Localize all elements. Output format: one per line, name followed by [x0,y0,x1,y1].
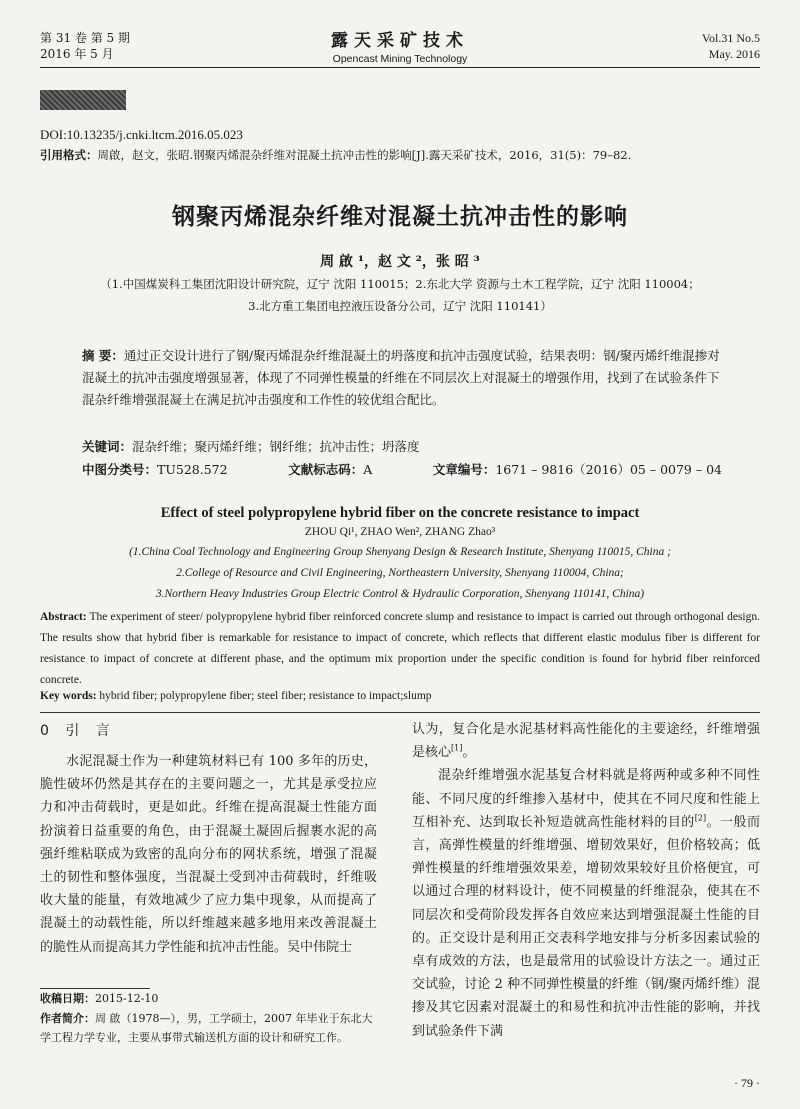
article-no-label: 文章编号： [432,462,496,477]
date-cn: 2016 年 5 月 [40,47,114,61]
doc-code-label: 文献标志码： [288,462,364,477]
abstract-en [40,607,760,691]
column-stamp [40,90,126,110]
authors-en: ZHOU Qi¹, ZHAO Wen², ZHANG Zhao³ [304,526,496,538]
header-volume-cn [40,30,130,62]
affiliation-en-3: 3.Northern Heavy Industries Group Electric Control & Hydraulic Corporation, Shenyang 110141, China) [155,588,645,600]
body-text-2a: 认为，复合化是水泥基材料高性能化的主要途经，纤维增强是核心 [412,722,760,761]
abstract-en-text: The experiment of steer/ polypropylene hybrid fiber reinforced concrete slump and resistance to impact is carried out through orthogonal design. The results show that hybrid fiber is remarkable for resistance to impact of concrete, which reflects that different elastic modulus fiber is different for resistance to impact of concrete at different phase, and the optimum mix proportion under the specific condition is found for hybrid fiber reinforced concrete. [40,611,760,686]
body-column-left [40,750,377,959]
body-text-3a: 混杂纤维增强水泥基复合材料就是将两种或多种不同性能、不同尺度的纤维掺入基材中，使其在不同尺度和性能上互相补充、达到取长补短造就高性能材料的目的 [412,768,760,830]
doc-code-group [288,460,372,478]
article-no-group [433,460,722,478]
doc-code-value: A [363,462,373,477]
author-bio-label: 作者简介： [40,1012,95,1025]
citation-text: 周啟，赵文，张昭.钢聚丙烯混杂纤维对混凝土抗冲击性的影响[J].露天采矿技术，2016，31(5)：79–82. [97,148,632,162]
header-rule [40,67,760,68]
affiliation-cn-2: 3.北方重工集团电控液压设备分公司，辽宁 沈阳 110141） [248,299,552,313]
doi: DOI:10.13235/j.cnki.ltcm.2016.05.023 [40,127,243,142]
body-paragraph-continued [412,718,760,764]
authors-cn: 周 啟 ¹，赵 文 ²，张 昭 ³ [320,254,480,270]
affiliation-en-2: 2.College of Resource and Civil Engineering, Northeastern University, Shenyang 110004, China; [176,567,624,579]
body-text-2b: 。 [462,745,476,761]
journal-name-en: Opencast Mining Technology [332,53,468,65]
abstract-cn-label: 摘 要： [82,348,124,363]
keywords-en [40,690,432,702]
date-en: May. 2016 [708,47,760,61]
affiliation-cn-1: （1.中国煤炭科工集团沈阳设计研究院，辽宁 沈阳 110015；2.东北大学 资源与土木工程学院，辽宁 沈阳 110004； [100,277,700,291]
volume-issue-en: Vol.31 No.5 [701,31,760,45]
author-bio-text: 周 啟（1978—），男，工学硕士，2007 年毕业于东北大学工程力学专业，主要从事带式输送机方面的设计和研究工作。 [40,1012,373,1044]
article-no-value: 1671 – 9816（2016）05 – 0079 – 04 [495,462,722,477]
keywords-en-label: Key words: [40,690,97,702]
received-date: 2015-12-10 [95,992,159,1005]
body-text-3b: 。一般而言，高弹性模量的纤维增强、增韧效果好，但价格较高；低弹性模量的纤维增强效果差，增韧效果较好且价格便宜，可以通过合理的材料设计，使不同模量的纤维混杂，使其在不同层次和受荷阶段发挥各自效应来达到增强混凝土性能的目的。正交设计是利用正交表科学地安排与分析多因素试验的卓有成效的方法，也是最常用的试验设计方法之一。通过正交试验，讨论 2 种不同弹性模量的纤维（钢/聚丙烯纤维）混掺及其它因素对混凝土的和易性和抗冲击性能的影响，并找到试验条件下满 [412,814,760,1039]
header-volume-en [702,30,760,62]
page-number: · 79 · [734,1076,760,1090]
journal-name-cn: 露天采矿技术 [331,31,469,51]
section-rule [40,712,760,713]
keywords-cn-label: 关键词： [82,439,133,454]
section-heading: 0 引 言 [40,723,116,739]
affiliation-en-1: (1.China Coal Technology and Engineering Group Shenyang Design & Research Institute, Shenyang 110015, China ; [129,546,671,558]
body-paragraph-3 [412,764,760,1042]
keywords-cn [82,437,420,455]
abstract-cn-text: 通过正交设计进行了钢/聚丙烯混杂纤维混凝土的坍落度和抗冲击强度试验，结果表明：钢/聚丙烯纤维混掺对混凝土的抗冲击强度增强显著，体现了不同弹性模量的纤维在不同层次上对混凝土的增强作用，找到了在试验条件下混杂纤维增强混凝土在满足抗冲击强度和工作性的较优组合配比。 [82,348,720,407]
journal-masthead [250,26,550,65]
paper-title-cn: 钢聚丙烯混杂纤维对混凝土抗冲击性的影响 [172,204,628,230]
clc-value: TU528.572 [157,462,228,477]
abstract-cn [82,345,722,411]
citation [40,147,631,163]
abstract-en-label: Abstract: [40,611,87,623]
keywords-cn-text: 混杂纤维；聚丙烯纤维；钢纤维；抗冲击性；坍落度 [132,439,420,454]
paper-title-en: Effect of steel polypropylene hybrid fiber on the concrete resistance to impact [160,505,640,521]
body-column-right [412,718,760,1043]
received-label: 收稿日期： [40,992,95,1005]
reference-2: [2] [694,813,707,823]
footnote-received [40,989,377,1008]
volume-issue-cn: 第 31 卷 第 5 期 [40,31,130,45]
keywords-en-text: hybrid fiber; polypropylene fiber; steel fiber; resistance to impact;slump [99,690,432,702]
reference-1: [1] [451,743,463,753]
clc-label: 中图分类号： [82,462,158,477]
clc-group [82,460,228,478]
footnote-author [40,1009,377,1047]
citation-label: 引用格式： [40,148,98,162]
classification-line [82,460,722,478]
body-paragraph-1: 水泥混凝土作为一种建筑材料已有 100 多年的历史，脆性破坏仍然是其存在的主要问题之一，尤其是承受拉应力和冲击荷载时，更是如此。纤维在提高混凝土性能方面扮演着日益重要的角色，由于混凝土凝固后握裹水泥的高强纤维粘联成为致密的乱向分布的网状系统，增强了混凝土的韧性和整体强度，当混凝土受到冲击荷载时，纤维吸收大量的能量，有效地减少了应力集中现象，从而提高了混凝土的动载性能，所以纤维越来越多地用来改善混凝土的脆性从而提高其力学性能和抗冲击性能。吴中伟院士 [40,754,377,955]
